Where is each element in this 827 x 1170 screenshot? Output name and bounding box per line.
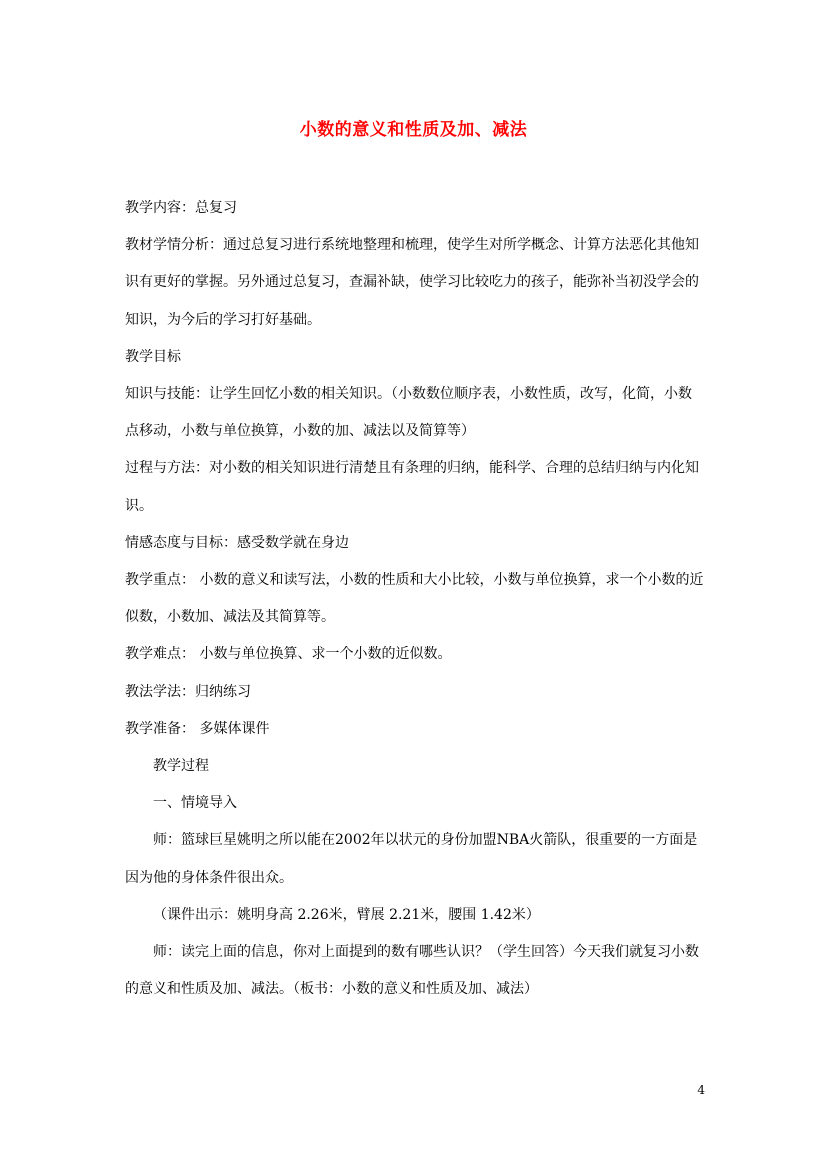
paragraph-key-points: 教学重点： 小数的意义和读写法，小数的性质和大小比较，小数与单位换算，求一个小数的近似数，小数加、减法及其简算等。 <box>125 572 704 626</box>
paragraph-knowledge-skills: 知识与技能：让学生回忆小数的相关知识。（小数数位顺序表，小数性质，改写，化简，小数点移动，小数与单位换算，小数的加、减法以及简算等） <box>125 386 692 440</box>
paragraph-content: 教学内容：总复习 <box>125 200 237 216</box>
page-title: 小数的意义和性质及加、减法 <box>299 120 528 140</box>
paragraph-preparation: 教学准备： 多媒体课件 <box>125 720 270 737</box>
paragraph-process-method: 过程与方法：对小数的相关知识进行清楚且有条理的归纳，能科学、合理的总结归纳与内化知识。 <box>125 460 699 514</box>
paragraph-teacher-question: 师：读完上面的信息，你对上面提到的数有哪些认识？（学生回答）今天我们就复习小数的意义和性质及加、减法。（板书：小数的意义和性质及加、减法） <box>125 944 699 998</box>
paragraph-process-heading: 教学过程 <box>153 758 209 775</box>
paragraph-analysis: 教材学情分析：通过总复习进行系统地整理和梳理，使学生对所学概念、计算方法恶化其他知识有更好的掌握。另外通过总复习，查漏补缺，使学习比较吃力的孩子，能弥补当初没学会的知识，为今后的学习打好基础。 <box>125 237 699 328</box>
paragraph-emotion-attitude: 情感态度与目标：感受数学就在身边 <box>125 534 349 551</box>
paragraph-teaching-method: 教法学法：归纳练习 <box>125 683 251 700</box>
paragraph-teacher-intro: 师：篮球巨星姚明之所以能在2002年以状元的身份加盟NBA火箭队，很重要的一方面是因为他的身体条件很出众。 <box>125 832 698 886</box>
paragraph-courseware: （课件出示：姚明身高 2.26米，臂展 2.21米，腰围 1.42米） <box>153 906 540 923</box>
page-number: 4 <box>697 1083 705 1097</box>
document-body <box>125 190 705 1008</box>
paragraph-section-one: 一、情境导入 <box>153 795 237 812</box>
paragraph-difficulties: 教学难点： 小数与单位换算、求一个小数的近似数。 <box>125 646 452 663</box>
paragraph-goals-heading: 教学目标 <box>125 348 181 365</box>
